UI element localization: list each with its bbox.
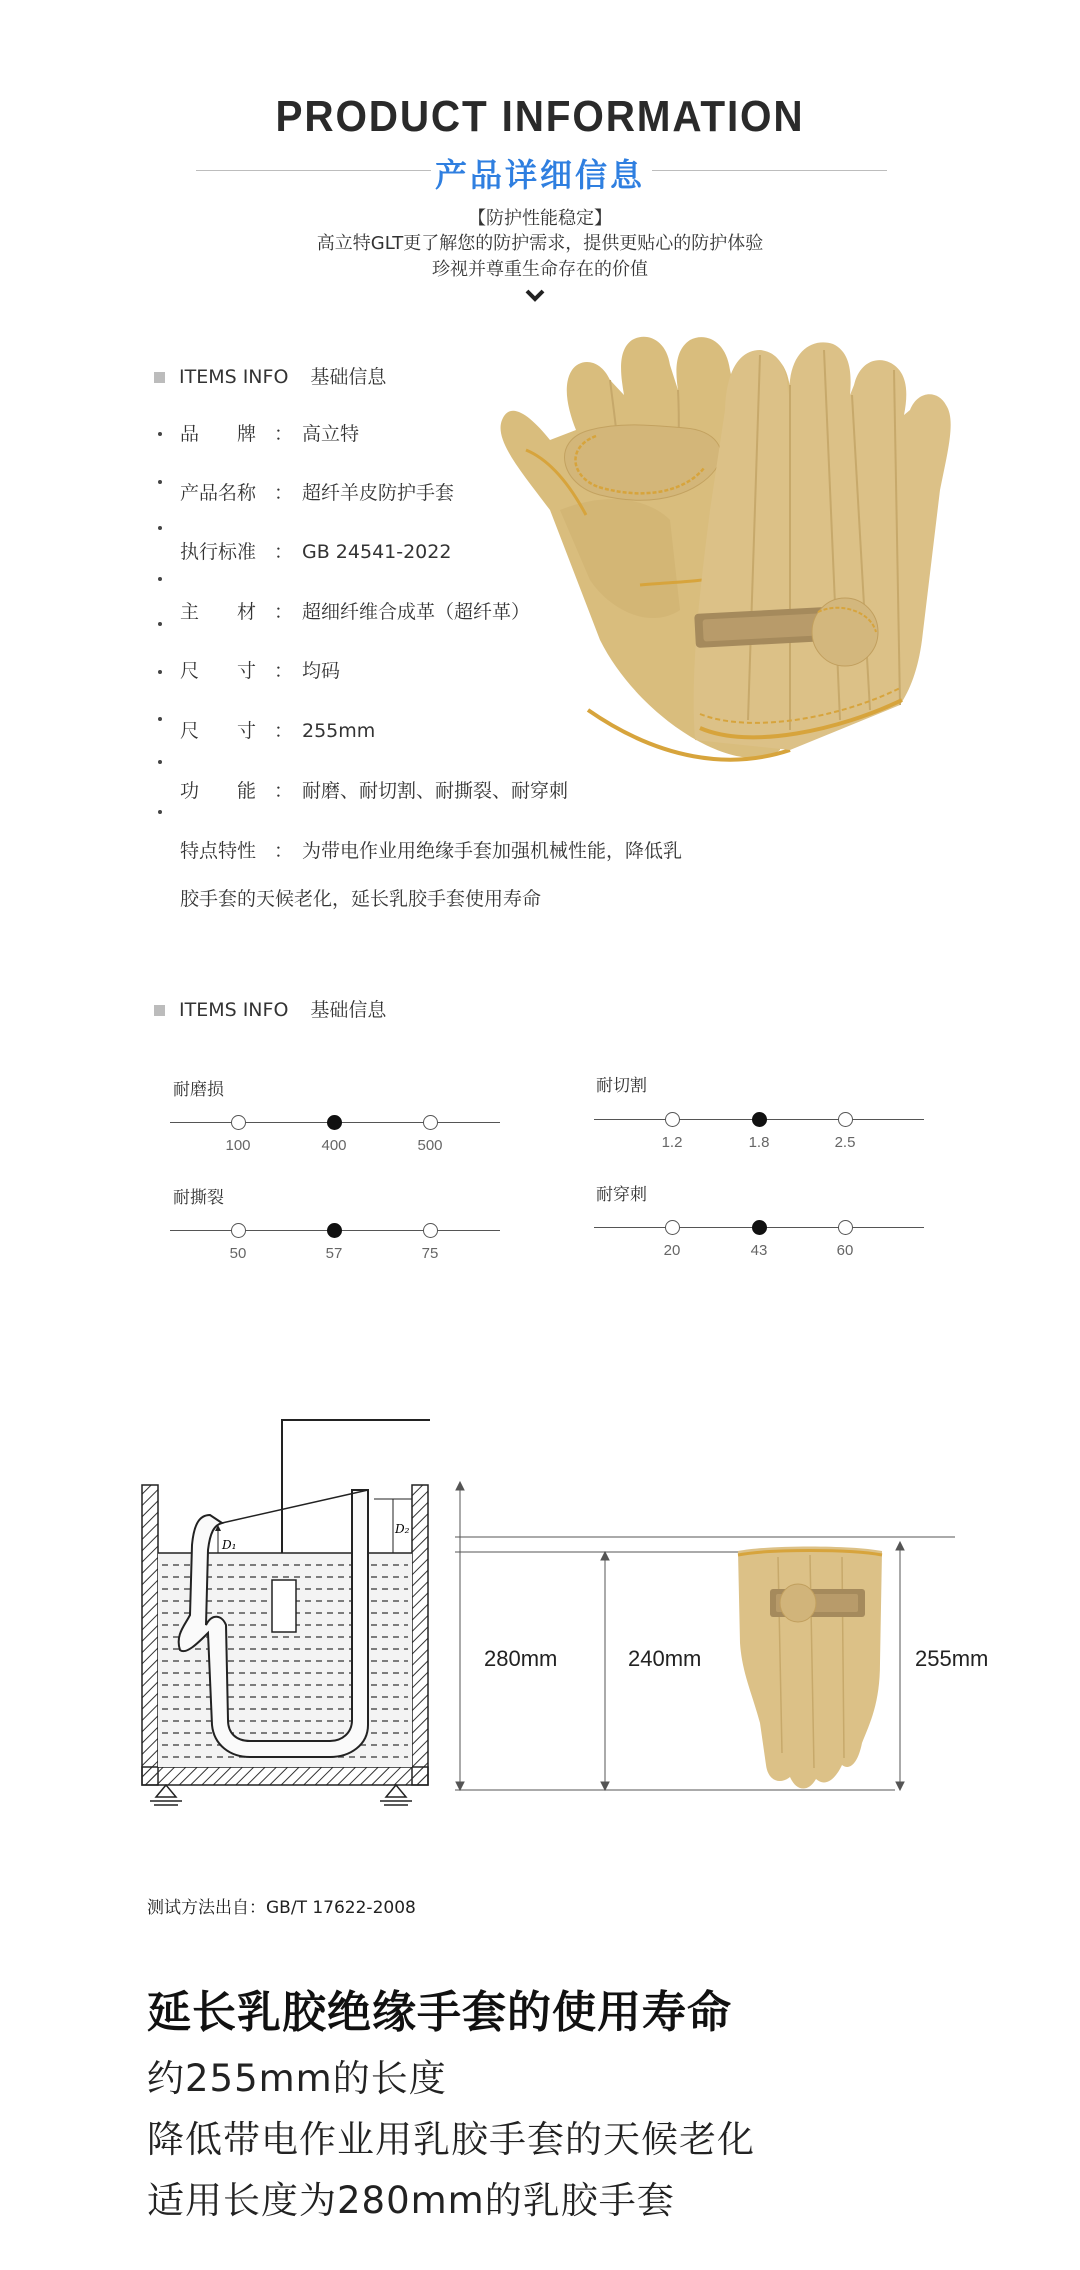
spec-row-length (180, 716, 375, 743)
spec-row-feature (180, 836, 682, 863)
dim-label-240: 240mm (628, 1646, 702, 1671)
rating-value: 60 (836, 1242, 854, 1259)
section-head-ratings (154, 995, 386, 1022)
spec-feature-continued: 胶手套的天候老化，延长乳胶手套使用寿命 (180, 888, 542, 910)
rating-node (423, 1115, 438, 1130)
rating-value: 400 (321, 1137, 347, 1154)
spec-sep: ： (274, 720, 294, 742)
bullet-dot (158, 760, 162, 764)
dim-label-280: 280mm (484, 1646, 558, 1671)
chevron-down-icon (524, 288, 546, 304)
rating-label-puncture: 耐穿刺 (596, 1185, 647, 1205)
square-bullet-icon (154, 372, 165, 383)
title-divider-right (652, 170, 887, 171)
rating-label-abrasion: 耐磨损 (173, 1080, 224, 1100)
rating-node-selected (752, 1220, 767, 1235)
spec-label: 主 材 (180, 601, 257, 623)
spec-label: 执行标准 (180, 541, 257, 563)
square-bullet-icon (154, 1005, 165, 1016)
spec-sep: ： (274, 840, 294, 862)
section-head-en: ITEMS INFO (179, 999, 289, 1021)
spec-label: 尺 寸 (180, 720, 257, 742)
rating-value: 57 (325, 1245, 343, 1262)
spec-label: 尺 寸 (180, 660, 257, 682)
rating-value: 1.8 (748, 1134, 770, 1151)
right-glove (694, 342, 951, 750)
rating-node (838, 1220, 853, 1235)
rating-node (838, 1112, 853, 1127)
spec-label: 产品名称 (180, 482, 257, 504)
d1-label: D₁ (222, 1538, 237, 1552)
spec-sep: ： (274, 601, 294, 623)
rating-value: 100 (225, 1137, 251, 1154)
spec-row-size (180, 656, 340, 683)
spec-label: 功 能 (180, 780, 257, 802)
spec-value: GB 24541-2022 (302, 541, 452, 563)
rating-node (665, 1112, 680, 1127)
bullet-dot (158, 810, 162, 814)
rating-label-tear: 耐撕裂 (173, 1188, 224, 1208)
spec-value: 耐磨、耐切割、耐撕裂、耐穿刺 (302, 780, 569, 802)
rating-node (231, 1223, 246, 1238)
spec-row-name (180, 478, 454, 505)
page-title-cn: 产品详细信息 (434, 156, 645, 194)
spec-value: 超细纤维合成革（超纤革） (302, 601, 531, 623)
rating-node-selected (327, 1223, 342, 1238)
spec-label: 品 牌 (180, 423, 257, 445)
spec-row-material (180, 597, 530, 624)
bottom-heading: 延长乳胶绝缘手套的使用寿命 (147, 1987, 732, 2038)
spec-value: 超纤羊皮防护手套 (302, 482, 455, 504)
test-source-note: 测试方法出自：GB/T 17622-2008 (147, 1898, 416, 1918)
spec-sep: ： (274, 660, 294, 682)
intro-line-1: 高立特GLT更了解您的防护需求，提供更贴心的防护体验 (316, 233, 764, 254)
rating-node (665, 1220, 680, 1235)
spec-row-brand (180, 419, 359, 446)
rating-node (423, 1223, 438, 1238)
spec-sep: ： (274, 541, 294, 563)
rating-value: 20 (663, 1242, 681, 1259)
bullet-dot (158, 432, 162, 436)
tagline: 【防护性能稳定】 (468, 208, 612, 229)
rating-value: 75 (421, 1245, 439, 1262)
section-head-en: ITEMS INFO (179, 366, 289, 388)
intro-line-2: 珍视并尊重生命存在的价值 (432, 259, 648, 280)
section-head-specs (154, 362, 386, 389)
rating-value: 43 (750, 1242, 768, 1259)
bottom-line-1: 约255mm的长度 (147, 2057, 447, 2100)
rating-node-selected (752, 1112, 767, 1127)
dim-label-255: 255mm (915, 1646, 989, 1671)
rating-value: 1.2 (661, 1134, 683, 1151)
spec-row-standard (180, 537, 451, 564)
test-apparatus-diagram (130, 1415, 430, 1875)
bullet-dot (158, 577, 162, 581)
bottom-line-2: 降低带电作业用乳胶手套的天候老化 (147, 2118, 755, 2161)
rating-value: 2.5 (834, 1134, 856, 1151)
section-head-cn: 基础信息 (310, 999, 387, 1021)
bullet-dot (158, 526, 162, 530)
rating-value: 500 (417, 1137, 443, 1154)
bottom-line-3: 适用长度为280mm的乳胶手套 (147, 2179, 675, 2222)
rating-label-cut: 耐切割 (596, 1076, 647, 1096)
rating-value: 50 (229, 1245, 247, 1262)
glove-size-image (730, 1543, 890, 1798)
spec-label: 特点特性 (180, 840, 257, 862)
bullet-dot (158, 622, 162, 626)
bullet-dot (158, 670, 162, 674)
spec-value: 均码 (302, 660, 341, 682)
rating-node (231, 1115, 246, 1130)
spec-value: 高立特 (302, 423, 360, 445)
spec-value: 255mm (302, 720, 376, 742)
d2-label: D₂ (395, 1522, 410, 1536)
spec-sep: ： (274, 482, 294, 504)
spec-sep: ： (274, 423, 294, 445)
spec-value: 为带电作业用绝缘手套加强机械性能，降低乳 (302, 840, 683, 862)
page-title-en: PRODUCT INFORMATION (275, 92, 805, 141)
bullet-dot (158, 717, 162, 721)
section-head-cn: 基础信息 (310, 366, 387, 388)
gloves-product-image (490, 310, 1020, 820)
rating-node-selected (327, 1115, 342, 1130)
bullet-dot (158, 480, 162, 484)
spec-sep: ： (274, 780, 294, 802)
